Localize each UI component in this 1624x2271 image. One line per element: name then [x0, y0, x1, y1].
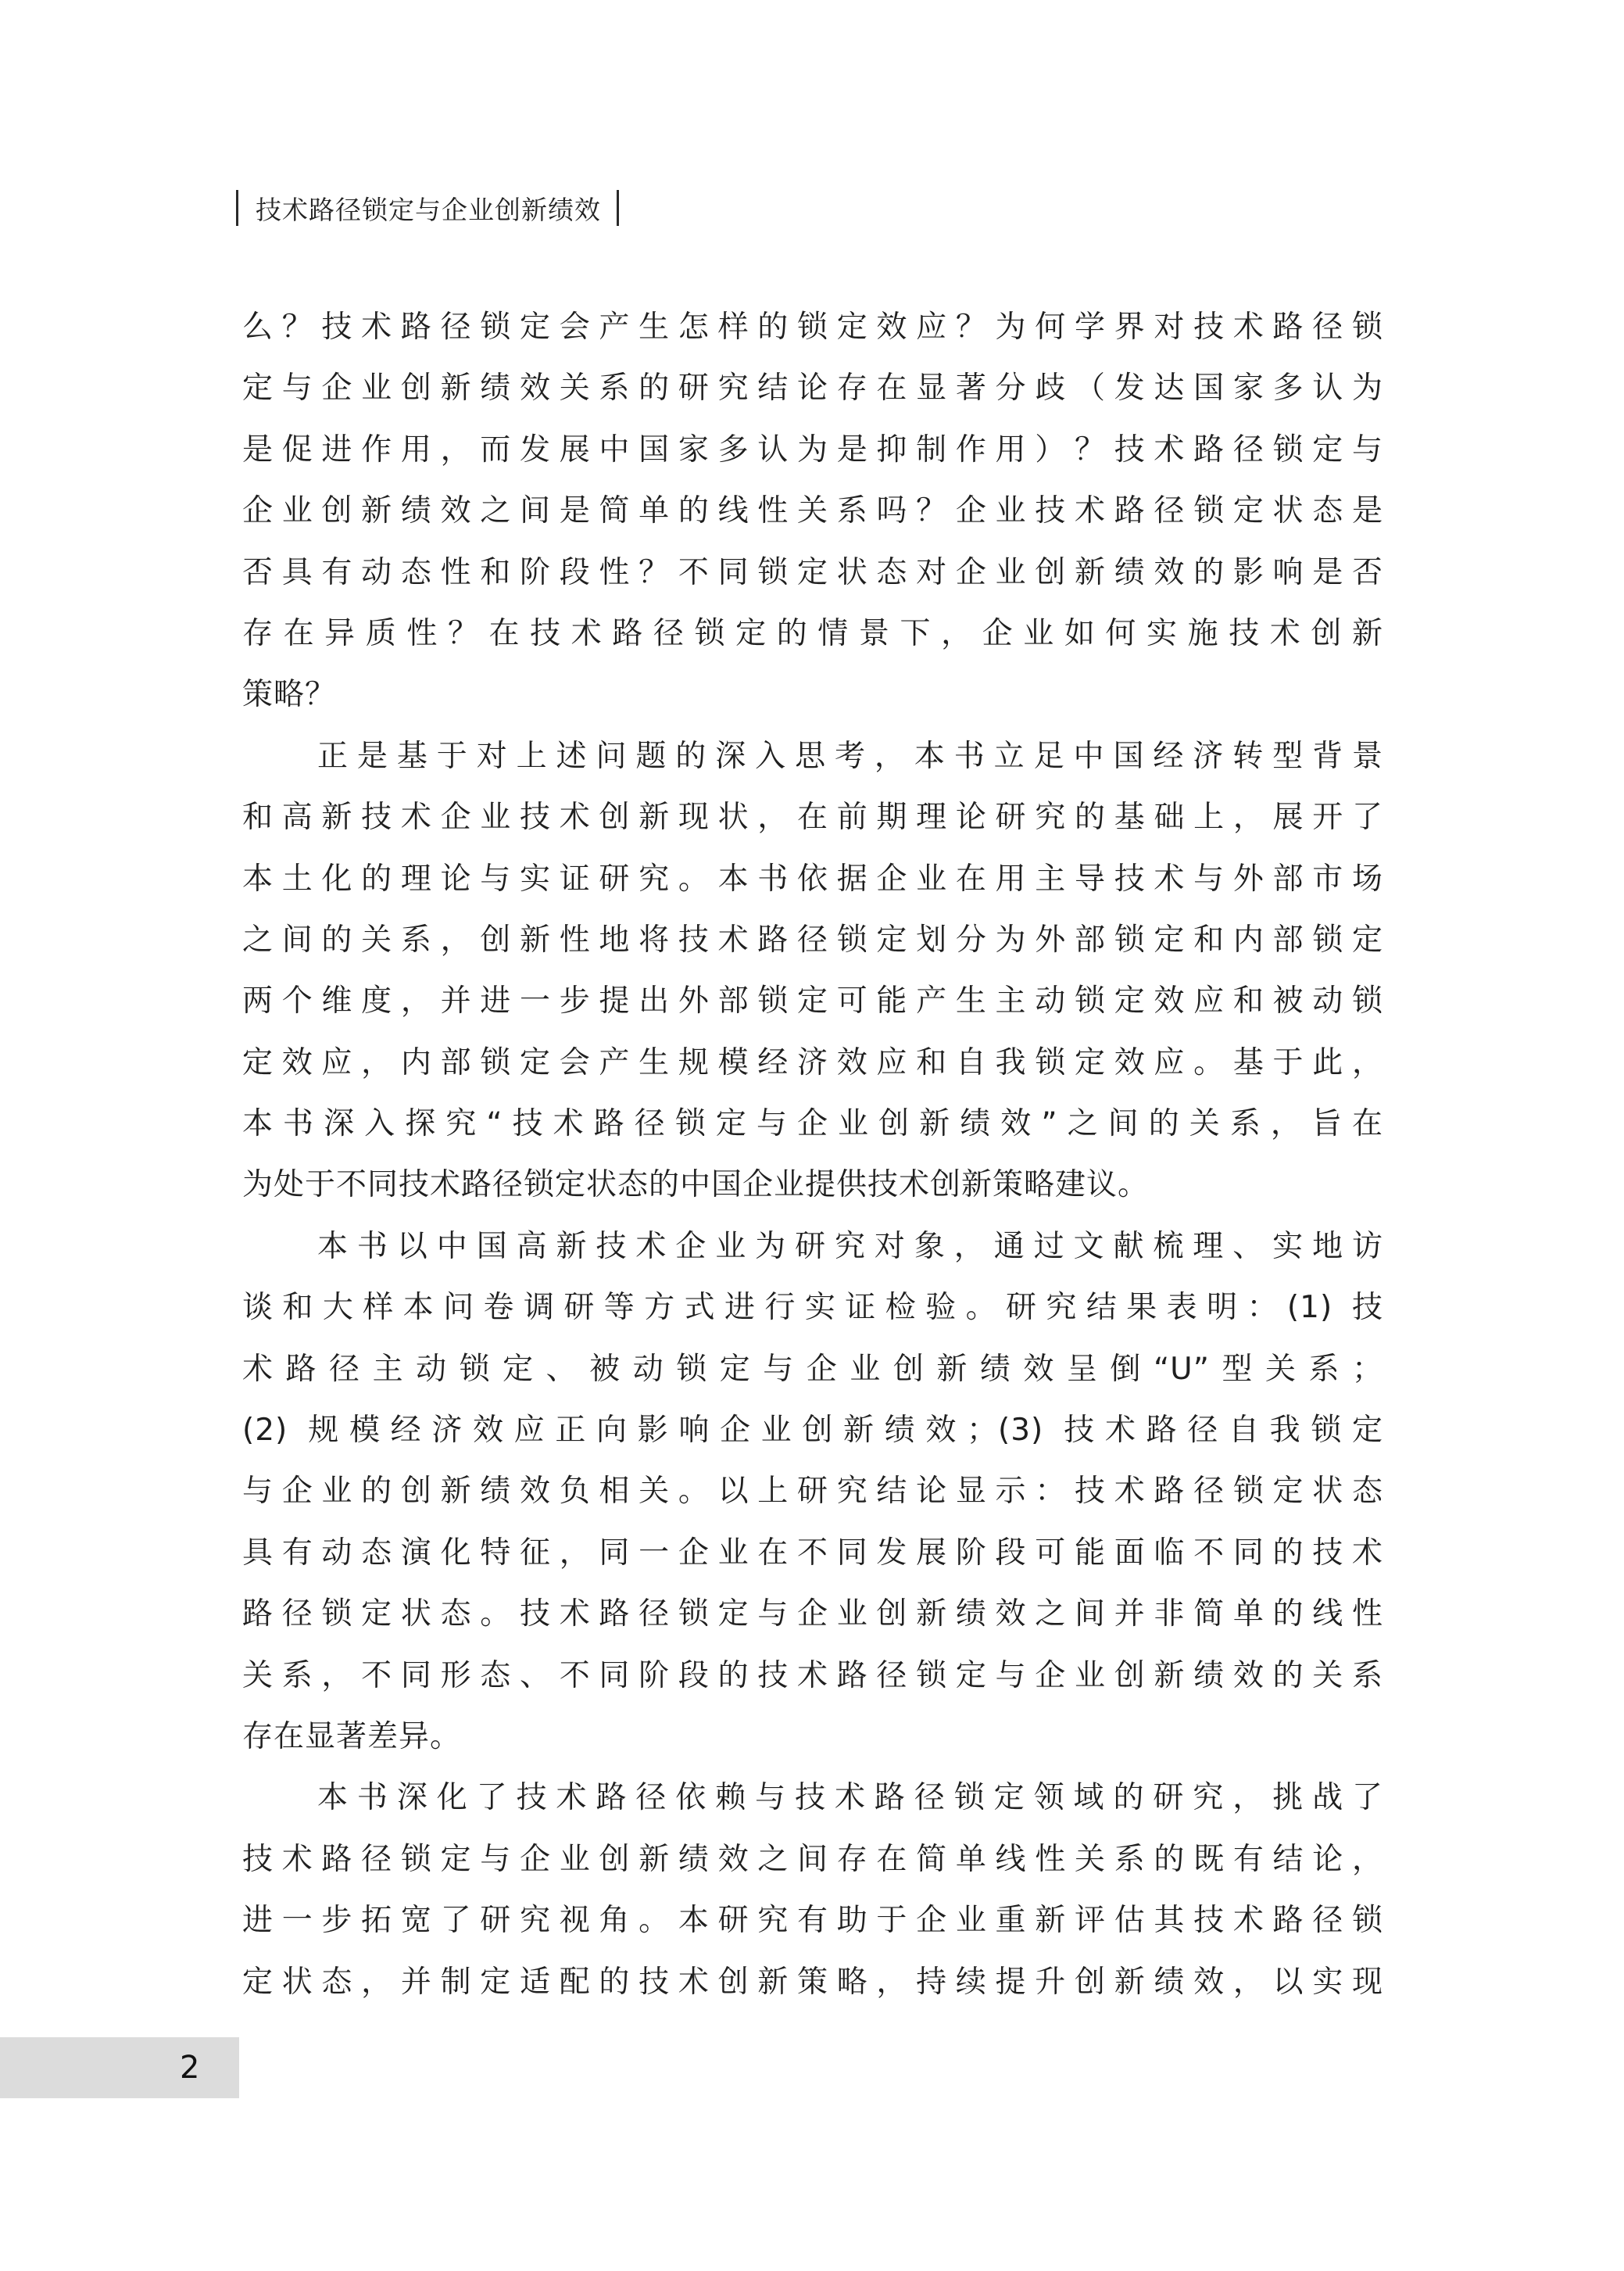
page-number: 2: [180, 2050, 200, 2086]
body-text: [242, 297, 1383, 2013]
text-line: 正是基于对上述问题的深入思考，本书立足中国经济转型背景: [317, 738, 1383, 774]
text-line: 本书深入探究“技术路径锁定与企业创新绩效”之间的关系，旨在: [242, 1106, 1383, 1142]
text-line: 之间的关系，创新性地将技术路径锁定划分为外部锁定和内部锁定: [242, 922, 1383, 958]
text-line: 存在显著差异。: [242, 1718, 462, 1754]
text-line: 本土化的理论与实证研究。本书依据企业在用主导技术与外部市场: [242, 861, 1383, 897]
text-line: 策略？: [242, 677, 337, 713]
text-line: 定与企业创新绩效关系的研究结论存在显著分歧（发达国家多认为: [242, 371, 1383, 407]
text-line: 关系，不同形态、不同阶段的技术路径锁定与企业创新绩效的关系: [242, 1657, 1383, 1693]
text-line: 为处于不同技术路径锁定状态的中国企业提供技术创新策略建议。: [242, 1167, 1150, 1203]
text-line: 术路径主动锁定、被动锁定与企业创新绩效呈倒“U”型关系；: [242, 1351, 1383, 1387]
paragraph: [242, 726, 1383, 1216]
text-line: 路径锁定状态。技术路径锁定与企业创新绩效之间并非简单的线性: [242, 1596, 1383, 1632]
text-line: 企业创新绩效之间是简单的线性关系吗？企业技术路径锁定状态是: [242, 493, 1383, 529]
text-line: 谈和大样本问卷调研等方式进行实证检验。研究结果表明：(1) 技: [242, 1290, 1383, 1326]
text-line: 与企业的创新绩效负相关。以上研究结论显示：技术路径锁定状态: [242, 1474, 1383, 1510]
text-line: (2) 规模经济效应正向影响企业创新绩效；(3) 技术路径自我锁定: [242, 1413, 1383, 1449]
text-line: 存在异质性？在技术路径锁定的情景下，企业如何实施技术创新: [242, 615, 1383, 651]
text-line: 进一步拓宽了研究视角。本研究有助于企业重新评估其技术路径锁: [242, 1903, 1383, 1939]
text-line: 本书以中国高新技术企业为研究对象，通过文献梳理、实地访: [317, 1228, 1383, 1264]
running-head-right-rule: [617, 190, 619, 226]
text-line: 么？技术路径锁定会产生怎样的锁定效应？为何学界对技术路径锁: [242, 310, 1383, 345]
running-head: [236, 186, 619, 230]
text-line: 定状态，并制定适配的技术创新策略，持续提升创新绩效，以实现: [242, 1964, 1383, 2000]
paragraph: [242, 297, 1383, 726]
text-line: 两个维度，并进一步提出外部锁定可能产生主动锁定效应和被动锁: [242, 983, 1383, 1019]
text-line: 否具有动态性和阶段性？不同锁定状态对企业创新绩效的影响是否: [242, 554, 1383, 590]
text-line: 和高新技术企业技术创新现状，在前期理论研究的基础上，展开了: [242, 800, 1383, 836]
text-line: 定效应，内部锁定会产生规模经济效应和自我锁定效应。基于此，: [242, 1044, 1383, 1080]
page-number-band: [0, 2037, 239, 2098]
text-line: 本书深化了技术路径依赖与技术路径锁定领域的研究，挑战了: [317, 1780, 1383, 1816]
text-line: 技术路径锁定与企业创新绩效之间存在简单线性关系的既有结论，: [242, 1841, 1383, 1877]
paragraph: [242, 1216, 1383, 1768]
running-head-title: 技术路径锁定与企业创新绩效: [256, 194, 601, 225]
text-line: 具有动态演化特征，同一企业在不同发展阶段可能面临不同的技术: [242, 1535, 1383, 1571]
paragraph: [242, 1768, 1383, 2013]
text-line: 是促进作用，而发展中国家多认为是抑制作用）？技术路径锁定与: [242, 432, 1383, 467]
